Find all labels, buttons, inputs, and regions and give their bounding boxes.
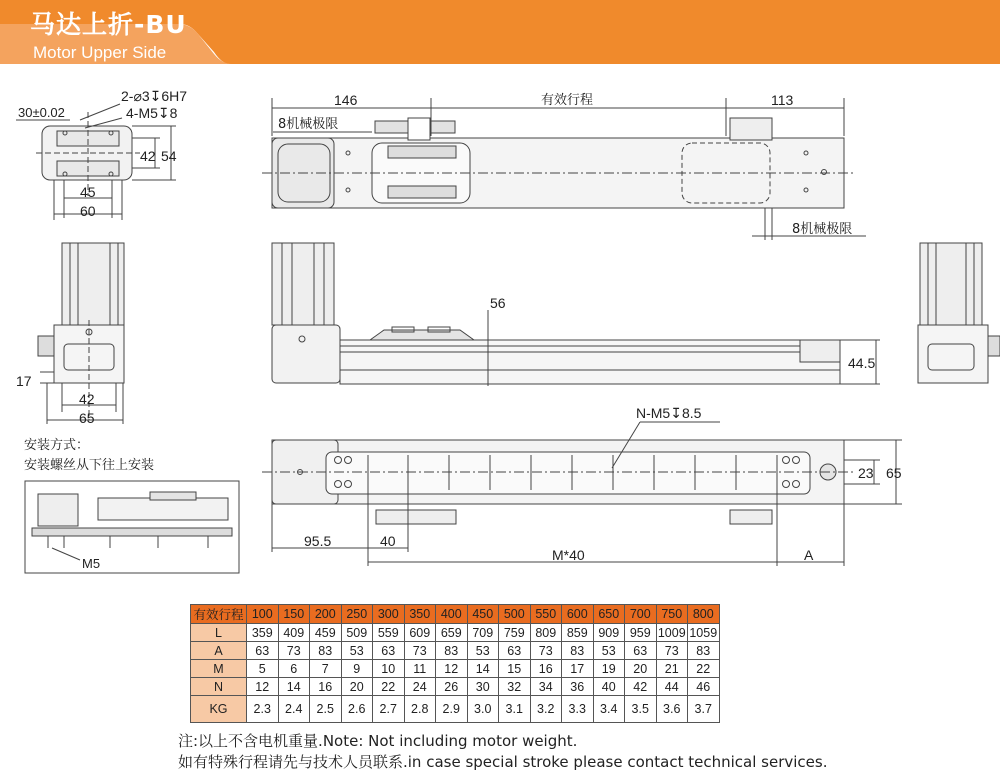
table-cell: 22 xyxy=(373,678,405,696)
table-cell: 10 xyxy=(373,660,405,678)
table-cell: 3.5 xyxy=(625,696,657,723)
table-cell: 2.5 xyxy=(310,696,342,723)
table-cell: 11 xyxy=(404,660,436,678)
table-cell: 32 xyxy=(499,678,531,696)
table-cell: 6 xyxy=(278,660,310,678)
page-subtitle: Motor Upper Side xyxy=(33,43,167,62)
table-row xyxy=(191,678,720,696)
row-label: N xyxy=(191,678,247,696)
technical-drawing xyxy=(0,64,1000,604)
table-cell: 40 xyxy=(593,678,625,696)
dim-44-5: 44.5 xyxy=(848,355,876,371)
table-cell: 73 xyxy=(656,642,688,660)
note-line-1: 注:以上不含电机重量.Note: Not including motor weight. xyxy=(178,732,578,750)
table-cell: 12 xyxy=(247,678,279,696)
table-cell: 63 xyxy=(625,642,657,660)
table-cell: 12 xyxy=(436,660,468,678)
table-cell: 16 xyxy=(530,660,562,678)
stroke-header: 200 xyxy=(310,605,342,624)
table-cell: 63 xyxy=(499,642,531,660)
table-cell: 73 xyxy=(404,642,436,660)
table-cell: 3.2 xyxy=(530,696,562,723)
stroke-header: 350 xyxy=(404,605,436,624)
table-row xyxy=(191,642,720,660)
table-cell: 3.6 xyxy=(656,696,688,723)
table-cell: 63 xyxy=(247,642,279,660)
mounting-label-2: 安装螺丝从下往上安装 xyxy=(24,458,155,473)
label-effective-stroke: 有效行程 xyxy=(541,93,594,108)
table-cell: 609 xyxy=(404,624,436,642)
dim-screw-hole: 4-M5↧8 xyxy=(126,105,178,121)
table-cell: 16 xyxy=(310,678,342,696)
notes xyxy=(178,731,827,773)
dim-40: 40 xyxy=(380,533,396,549)
table-cell: 3.0 xyxy=(467,696,499,723)
page-title: 马达上折-BU xyxy=(30,10,187,39)
label-mech-limit-left: 8机械极限 xyxy=(278,117,339,132)
table-cell: 26 xyxy=(436,678,468,696)
table-cell: 46 xyxy=(688,678,720,696)
dim-146: 146 xyxy=(334,92,358,108)
spec-table xyxy=(190,604,720,723)
table-cell: 409 xyxy=(278,624,310,642)
dim-56: 56 xyxy=(490,295,506,311)
table-cell: 859 xyxy=(562,624,594,642)
table-cell: 5 xyxy=(247,660,279,678)
table-cell: 73 xyxy=(278,642,310,660)
table-cell: 659 xyxy=(436,624,468,642)
table-row xyxy=(191,624,720,642)
stroke-header: 300 xyxy=(373,605,405,624)
table-cell: 359 xyxy=(247,624,279,642)
table-cell: 909 xyxy=(593,624,625,642)
table-cell: 7 xyxy=(310,660,342,678)
table-cell: 17 xyxy=(562,660,594,678)
table-cell: 83 xyxy=(688,642,720,660)
table-cell: 2.4 xyxy=(278,696,310,723)
table-cell: 1059 xyxy=(689,625,718,640)
table-cell: 3.7 xyxy=(688,696,720,723)
table-cell: 63 xyxy=(373,642,405,660)
table-body xyxy=(191,624,720,723)
table-cell: 15 xyxy=(499,660,531,678)
dim-60: 60 xyxy=(80,203,96,219)
table-header-row xyxy=(191,605,720,624)
table-cell: 44 xyxy=(656,678,688,696)
table-cell: 2.8 xyxy=(404,696,436,723)
dim-m-times-40: M*40 xyxy=(552,547,585,563)
table-cell: 53 xyxy=(341,642,373,660)
mounting-label-1: 安装方式： xyxy=(24,438,90,453)
top-view-module xyxy=(262,98,866,240)
stroke-header: 750 xyxy=(656,605,688,624)
dim-65-side: 65 xyxy=(79,410,95,426)
table-row xyxy=(191,660,720,678)
table-cell: 22 xyxy=(688,660,720,678)
table-cell: 20 xyxy=(341,678,373,696)
table-cell: 21 xyxy=(656,660,688,678)
dim-23: 23 xyxy=(858,465,874,481)
dim-54: 54 xyxy=(161,148,177,164)
row-label: M xyxy=(191,660,247,678)
side-view-module xyxy=(272,243,880,386)
dim-a: A xyxy=(804,547,814,563)
dim-113: 113 xyxy=(771,92,794,108)
stroke-header: 600 xyxy=(562,605,594,624)
table-cell: 3.3 xyxy=(562,696,594,723)
table-cell: 53 xyxy=(467,642,499,660)
table-cell: 2.6 xyxy=(341,696,373,723)
table-cell: 20 xyxy=(625,660,657,678)
table-cell: 53 xyxy=(593,642,625,660)
row-label: L xyxy=(191,624,247,642)
table-cell: 83 xyxy=(436,642,468,660)
table-cell: 14 xyxy=(467,660,499,678)
table-cell: 30 xyxy=(467,678,499,696)
stroke-header: 650 xyxy=(593,605,625,624)
table-cell: 19 xyxy=(593,660,625,678)
mounting-screw-label: M5 xyxy=(82,556,101,571)
mounting-diagram xyxy=(25,481,239,573)
label-mech-limit-right: 8机械极限 xyxy=(792,222,853,237)
dim-65-bottom: 65 xyxy=(886,465,902,481)
end-view-side-right xyxy=(918,243,1000,383)
stroke-header: 150 xyxy=(278,605,310,624)
table-cell: 24 xyxy=(404,678,436,696)
table-cell: 42 xyxy=(625,678,657,696)
dim-95-5: 95.5 xyxy=(304,533,332,549)
dim-pin-hole: 2-⌀3↧6H7 xyxy=(121,88,188,104)
row-label: A xyxy=(191,642,247,660)
dim-42-side: 42 xyxy=(79,391,95,407)
stroke-header: 250 xyxy=(341,605,373,624)
table-header-label: 有效行程 xyxy=(191,605,247,624)
label-n-holes: N-M5↧8.5 xyxy=(636,405,702,421)
table-cell: 34 xyxy=(530,678,562,696)
table-cell: 83 xyxy=(310,642,342,660)
dim-width-tol: 30±0.02 xyxy=(18,105,65,120)
table-cell: 9 xyxy=(341,660,373,678)
table-cell: 709 xyxy=(467,624,499,642)
row-label: KG xyxy=(191,696,247,723)
table-cell: 3.1 xyxy=(499,696,531,723)
stroke-header: 500 xyxy=(499,605,531,624)
table-cell: 959 xyxy=(625,624,657,642)
table-cell: 559 xyxy=(373,624,405,642)
stroke-header: 400 xyxy=(436,605,468,624)
header-banner xyxy=(0,0,1000,64)
table-cell: 759 xyxy=(499,624,531,642)
table-cell: 1009 xyxy=(657,625,686,640)
bottom-view-module xyxy=(262,422,902,566)
stroke-header: 550 xyxy=(530,605,562,624)
table-cell: 83 xyxy=(562,642,594,660)
note-line-2: 如有特殊行程请先与技术人员联系.in case special stroke please contact technical services. xyxy=(178,753,828,771)
table-cell: 3.4 xyxy=(593,696,625,723)
table-cell: 14 xyxy=(278,678,310,696)
table-row xyxy=(191,696,720,723)
stroke-header: 700 xyxy=(625,605,657,624)
table-cell: 2.3 xyxy=(247,696,279,723)
table-cell: 2.9 xyxy=(436,696,468,723)
stroke-header: 800 xyxy=(688,605,720,624)
table-cell: 73 xyxy=(530,642,562,660)
table-cell: 2.7 xyxy=(373,696,405,723)
table-cell: 36 xyxy=(562,678,594,696)
table-cell: 809 xyxy=(530,624,562,642)
dim-45: 45 xyxy=(80,184,96,200)
dim-42-top: 42 xyxy=(140,148,156,164)
stroke-header: 450 xyxy=(467,605,499,624)
stroke-header: 100 xyxy=(247,605,279,624)
table-cell: 459 xyxy=(310,624,342,642)
table-cell: 509 xyxy=(341,624,373,642)
dim-17: 17 xyxy=(16,373,32,389)
